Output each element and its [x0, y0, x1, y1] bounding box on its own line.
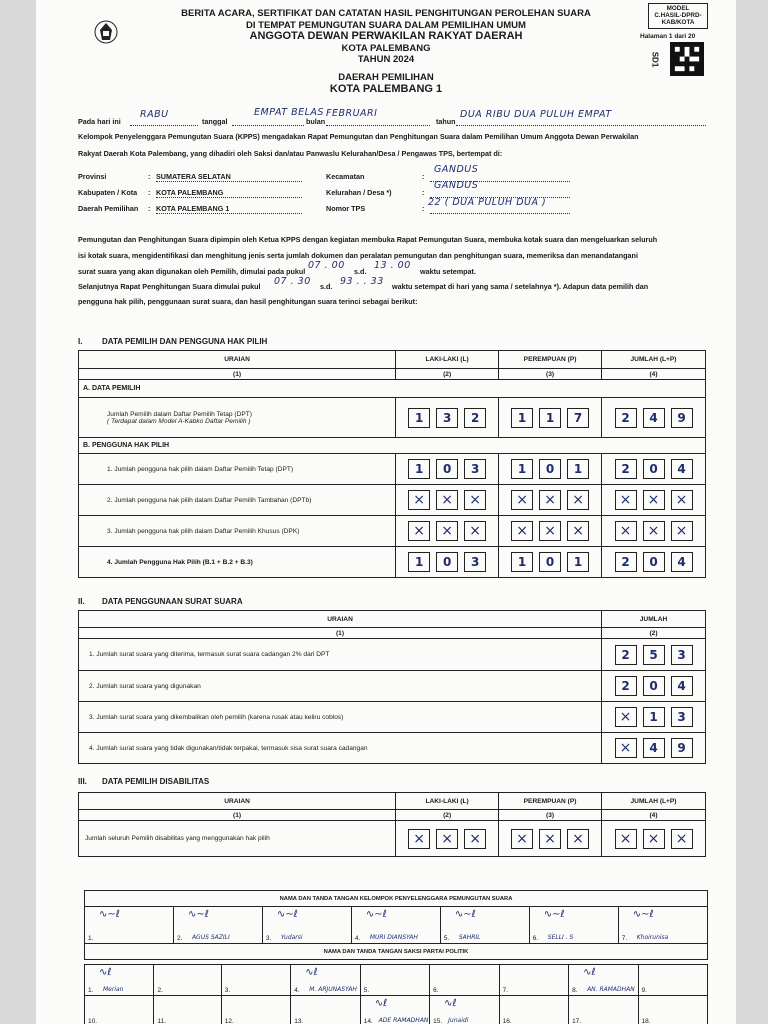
signature-name: M. ARJUNASYAH [309, 986, 357, 993]
ss3-row-label: 3. Jumlah surat suara yang dikembalikan oleh pemilih (karena rusak atau keliru coblos) [79, 702, 602, 733]
digit-box: 1 [567, 552, 589, 572]
opening-sentence-1: Kelompok Penyelenggara Pemungutan Suara (KPPS) mengadakan Rapat Pemungutan dan Penghitungan Suara dalam Pemilihan Umum Anggota Dewan Perwakilan [78, 132, 639, 141]
signature-number: 6. [532, 935, 539, 942]
b2-l-boxes [400, 490, 494, 510]
col-perempuan: PEREMPUAN (P) [499, 351, 602, 369]
dpt-row-label [79, 398, 396, 438]
col-number: (1) [79, 628, 602, 639]
digit-box: × [464, 490, 486, 510]
digit-box: 0 [643, 459, 665, 479]
signature-name: ADE RAMADHAN [378, 1017, 429, 1024]
digit-box: 4 [671, 676, 693, 696]
digit-box: 2 [615, 676, 637, 696]
signature-table [84, 890, 708, 960]
col-laki: LAKI-LAKI (L) [396, 793, 499, 810]
digit-box: × [643, 490, 665, 510]
b1-p-cell [499, 454, 602, 485]
digit-box: × [615, 490, 637, 510]
signature-scribble: ∿ℓ [305, 967, 318, 978]
b2-p-boxes [503, 490, 597, 510]
digit-box: × [464, 829, 486, 849]
section-2-table [78, 610, 706, 764]
col-number: (2) [602, 628, 706, 639]
end-time-2: 93 . . 33 [340, 276, 384, 287]
saksi-signature-table [84, 964, 708, 1024]
signature-scribble: ∿∼ℓ [543, 909, 565, 920]
saksi-signature-cell [569, 965, 638, 996]
digit-box: 3 [436, 408, 458, 428]
digit-box: 1 [408, 459, 430, 479]
model-code-1: C.HASIL-DPRD- [654, 12, 702, 20]
header-line-3: ANGGOTA DEWAN PERWAKILAN RAKYAT DAERAH [249, 30, 523, 43]
signature-name: Junaidi [448, 1017, 469, 1024]
kpps-signature-cell [440, 907, 529, 944]
digit-box: 9 [671, 738, 693, 758]
signature-number: 18. [641, 1018, 651, 1024]
start-time-1: 07 . 00 [308, 260, 345, 271]
digit-box: 1 [567, 459, 589, 479]
dis-l-boxes [400, 829, 494, 849]
digit-box: × [671, 829, 693, 849]
saksi-signature-cell [430, 996, 499, 1024]
signature-name: SAHRIL [458, 934, 481, 941]
b4-p-boxes [503, 552, 597, 572]
digit-box: × [436, 829, 458, 849]
disabilitas-row-label: Jumlah seluruh Pemilih disabilitas yang menggunakan hak pilih [79, 821, 396, 857]
tanggal-value: EMPAT BELAS [254, 107, 324, 118]
provinsi-label: Provinsi [78, 172, 107, 181]
tanggal-label: tanggal [202, 117, 228, 126]
tahun-line [456, 125, 706, 126]
ss4-row-label: 4. Jumlah surat suara yang tidak digunakan/tidak terpakai, termasuk sisa surat suara cadangan [79, 733, 602, 764]
digit-box: × [615, 521, 637, 541]
stamp-code: SD1 [650, 51, 660, 68]
colon: : [422, 188, 425, 197]
subsection-b-title: B. PENGGUNA HAK PILIH [79, 438, 706, 454]
model-box [648, 3, 708, 29]
signature-number: 9. [641, 987, 647, 994]
pada-hari-ini-label: Pada hari ini [78, 117, 121, 126]
digit-box: 3 [671, 707, 693, 727]
kelurahan-label: Kelurahan / Desa *) [326, 188, 392, 197]
kpps-signature-cell [351, 907, 440, 944]
body-line-3-end: waktu setempat. [420, 267, 476, 276]
b2-p-cell [499, 485, 602, 516]
kecamatan-value: GANDUS [434, 164, 479, 175]
digit-box: × [567, 490, 589, 510]
digit-box: × [511, 829, 533, 849]
ss1-boxes [606, 645, 701, 665]
col-uraian: URAIAN [79, 611, 602, 628]
digit-box: × [671, 521, 693, 541]
saksi-signature-cell [291, 996, 360, 1024]
bulan-value: FEBRUARI [326, 108, 378, 119]
digit-box: × [436, 521, 458, 541]
col-jumlah: JUMLAH [602, 611, 706, 628]
tahun-value: DUA RIBU DUA PULUH EMPAT [460, 109, 612, 120]
b1-p-boxes [503, 459, 597, 479]
signature-number: 1. [88, 935, 94, 942]
dpt-l-boxes [400, 408, 494, 428]
digit-box: 7 [567, 408, 589, 428]
signature-number: 3. [224, 987, 231, 994]
kpps-signature-cell [529, 907, 618, 944]
sd-label-2: s.d. [320, 282, 333, 291]
body-line-5: pengguna hak pilih, penggunaan surat suara, dan hasil penghitungan suara terinci sebagai berikut: [78, 297, 418, 306]
dpt-p-cell [499, 398, 602, 438]
signature-scribble: ∿ℓ [374, 998, 388, 1009]
kabupaten-line [156, 197, 302, 198]
saksi-signature-cell [221, 965, 290, 996]
section-2-number: II. [78, 597, 85, 606]
body-line-2: isi kotak suara, mengidentifikasi dan menghitung jenis serta jumlah dokumen dan peralatan pemungutan dan penghitungan suara, memeriksa dan menandatangani [78, 251, 638, 260]
model-code-2: KAB/KOTA [661, 19, 695, 27]
saksi-signature-cell [221, 996, 290, 1024]
section-1-table [78, 350, 706, 578]
saksi-signature-cell [85, 996, 154, 1024]
tps-line [430, 213, 570, 214]
header-line-1: BERITA ACARA, SERTIFIKAT DAN CATATAN HASIL PENGHITUNGAN PEROLEHAN SUARA [181, 8, 591, 19]
b4-p-cell [499, 547, 602, 578]
provinsi-value: SUMATERA SELATAN [156, 172, 231, 181]
header-line-4: KOTA PALEMBANG [341, 42, 431, 54]
kpps-signature-row [85, 907, 708, 944]
signature-number: 12. [224, 1018, 234, 1024]
digit-box: 3 [464, 459, 486, 479]
digit-box: 1 [511, 552, 533, 572]
b1-row-label: 1. Jumlah pengguna hak pilih dalam Daftar Pemilih Tetap (DPT) [79, 454, 396, 485]
kpps-signature-cell [173, 907, 262, 944]
signature-scribble: ∿∼ℓ [365, 909, 387, 920]
col-number: (4) [602, 369, 706, 380]
tps-label: Nomor TPS [326, 204, 366, 213]
signature-scribble: ∿ℓ [99, 967, 112, 978]
signature-number: 16. [502, 1018, 512, 1024]
digit-box: 2 [615, 459, 637, 479]
col-uraian: URAIAN [79, 351, 396, 369]
signature-number: 10. [88, 1018, 98, 1024]
bulan-line [326, 125, 430, 126]
col-number: (3) [499, 369, 602, 380]
dpt-label-line-2: ( Terdapat dalam Model A-Kabko Daftar Pemilih ) [107, 417, 251, 425]
col-number: (1) [79, 810, 396, 821]
b4-row-label: 4. Jumlah Pengguna Hak Pilih (B.1 + B.2 + B.3) [79, 547, 396, 578]
digit-box: 0 [643, 552, 665, 572]
digit-box: × [643, 829, 665, 849]
digit-box: × [511, 490, 533, 510]
tps-value: 22 ( DUA PULUH DUA ) [428, 197, 547, 208]
digit-box: 4 [671, 459, 693, 479]
body-line-3-start: surat suara yang akan digunakan oleh Pemilih, dimulai pada pukul [78, 267, 306, 276]
opening-sentence-2: Rakyat Daerah Kota Palembang, yang dihadiri oleh Saksi dan/atau Panwaslu Kelurahan/Desa / Pengawas TPS, bertempat di: [78, 149, 503, 158]
digit-box: 0 [539, 552, 561, 572]
kecamatan-label: Kecamatan [326, 172, 365, 181]
b3-j-boxes [606, 521, 701, 541]
signature-scribble: ∿∼ℓ [187, 909, 209, 920]
signature-number: 5. [363, 987, 370, 994]
saksi-signature-cell [154, 965, 221, 996]
dpt-j-cell [602, 398, 706, 438]
signature-scribble: ∿∼ℓ [454, 909, 476, 920]
signature-number: 15. [433, 1018, 443, 1024]
col-perempuan: PEREMPUAN (P) [499, 793, 602, 810]
col-number: (4) [602, 810, 706, 821]
digit-box: 2 [615, 552, 637, 572]
digit-box: × [464, 521, 486, 541]
b3-l-boxes [400, 521, 494, 541]
saksi-signature-cell [85, 965, 154, 996]
document-header [96, 8, 676, 95]
digit-box: × [408, 521, 430, 541]
b2-j-boxes [606, 490, 701, 510]
kelurahan-value: GANDUS [434, 180, 479, 191]
signature-number: 4. [354, 935, 361, 942]
col-laki: LAKI-LAKI (L) [396, 351, 499, 369]
form-sheet [36, 0, 736, 1024]
digit-box: 9 [671, 408, 693, 428]
digit-box: × [539, 829, 561, 849]
b1-j-cell [602, 454, 706, 485]
colon: : [148, 172, 151, 181]
digit-box: 0 [643, 676, 665, 696]
colon: : [422, 172, 425, 181]
section-1-title: DATA PEMILIH DAN PENGGUNA HAK PILIH [102, 337, 268, 346]
digit-box: 1 [511, 408, 533, 428]
b1-l-boxes [400, 459, 494, 479]
body-line-4-start: Selanjutnya Rapat Penghitungan Suara dimulai pukul [78, 282, 261, 291]
section-2-title: DATA PENGGUNAAN SURAT SUARA [102, 597, 243, 606]
digit-box: 2 [615, 408, 637, 428]
signature-name: Yudarsi [280, 934, 303, 941]
subsection-a-title: A. DATA PEMILIH [79, 380, 706, 398]
signature-number: 4. [294, 987, 300, 994]
ss1-cell [602, 639, 706, 671]
section-1-number: I. [78, 337, 83, 346]
signature-name: AN. RAMADHAN [587, 986, 635, 993]
b3-j-cell [602, 516, 706, 547]
digit-box: 1 [511, 459, 533, 479]
colon: : [148, 204, 151, 213]
body-line-4-end: waktu setempat di hari yang sama / setelahnya *). Adapun data pemilih dan [392, 282, 649, 291]
digit-box: × [567, 829, 589, 849]
saksi-signature-row-1 [85, 965, 708, 996]
digit-box: 0 [436, 552, 458, 572]
b2-row-label: 2. Jumlah pengguna hak pilih dalam Daftar Pemilih Tambahan (DPTb) [79, 485, 396, 516]
signature-number: 17. [572, 1018, 582, 1024]
digit-box: × [643, 521, 665, 541]
signature-scribble: ∿∼ℓ [99, 909, 120, 920]
digit-box: × [671, 490, 693, 510]
signature-scribble: ∿ℓ [444, 998, 457, 1009]
ss2-row-label: 2. Jumlah surat suara yang digunakan [79, 671, 602, 702]
col-jumlah: JUMLAH (L+P) [602, 351, 706, 369]
kpps-signature-cell [618, 907, 707, 944]
digit-box: 2 [615, 645, 637, 665]
dpt-p-boxes [503, 408, 597, 428]
digit-box: × [511, 521, 533, 541]
b4-l-cell [396, 547, 499, 578]
page-number: Halaman 1 dari 20 [640, 33, 696, 40]
signature-name: Khoirunisa [636, 934, 669, 941]
dpt-l-cell [396, 398, 499, 438]
section-3-table [78, 792, 706, 857]
digit-box: 4 [671, 552, 693, 572]
dis-j-cell [602, 821, 706, 857]
dpt-label-line-1: Jumlah Pemilih dalam Daftar Pemilih Tetap (DPT) [107, 410, 252, 418]
signature-number: 11. [157, 1018, 167, 1024]
col-uraian: URAIAN [79, 793, 396, 810]
digit-box: × [408, 490, 430, 510]
digit-box: 3 [671, 645, 693, 665]
saksi-signature-cell [291, 965, 360, 996]
saksi-signature-cell [154, 996, 221, 1024]
signature-name: Merian [103, 986, 124, 993]
digit-box: 5 [643, 645, 665, 665]
kpps-signature-cell [85, 907, 174, 944]
colon: : [148, 188, 151, 197]
dpt-j-boxes [606, 408, 701, 428]
hari-value: RABU [140, 109, 169, 120]
ss4-cell [602, 733, 706, 764]
b1-j-boxes [606, 459, 701, 479]
saksi-signature-cell [499, 996, 568, 1024]
ss4-boxes [606, 738, 701, 758]
section-3-title: DATA PEMILIH DISABILITAS [102, 777, 210, 786]
digit-box: × [615, 829, 637, 849]
signature-name: AGUS SAZILI [191, 934, 230, 941]
signature-number: 5. [443, 935, 450, 942]
digit-box: 0 [436, 459, 458, 479]
section-3-number: III. [78, 777, 87, 786]
header-line-6: DAERAH PEMILIHAN [338, 71, 434, 83]
col-number: (3) [499, 810, 602, 821]
kabupaten-value: KOTA PALEMBANG [156, 188, 224, 197]
b3-row-label: 3. Jumlah pengguna hak pilih dalam Daftar Pemilih Khusus (DPK) [79, 516, 396, 547]
b4-j-boxes [606, 552, 701, 572]
b3-p-boxes [503, 521, 597, 541]
signature-scribble: ∿ℓ [583, 967, 596, 978]
qr-code-icon [670, 42, 704, 76]
dis-l-cell [396, 821, 499, 857]
saksi-signature-row-2 [85, 996, 708, 1024]
header-line-2: DI TEMPAT PEMUNGUTAN SUARA DALAM PEMILIHAN UMUM [246, 19, 526, 31]
end-time-1: 13 . 00 [374, 260, 411, 271]
dapil-line [156, 213, 302, 214]
start-time-2: 07 . 30 [274, 276, 311, 287]
provinsi-line [156, 181, 302, 182]
signature-name: SELLI . S [547, 934, 574, 941]
signature-scribble: ∿∼ℓ [632, 909, 654, 920]
b4-l-boxes [400, 552, 494, 572]
ss3-cell [602, 702, 706, 733]
signature-number: 1. [88, 987, 94, 994]
digit-box: × [615, 707, 637, 727]
b4-j-cell [602, 547, 706, 578]
b2-l-cell [396, 485, 499, 516]
ss1-row-label: 1. Jumlah surat suara yang diterima, termasuk surat suara cadangan 2% dari DPT [79, 639, 602, 671]
signature-number: 7. [621, 935, 628, 942]
hari-line [130, 125, 198, 126]
digit-box: × [615, 738, 637, 758]
body-line-1: Pemungutan dan Penghitungan Suara dipimpin oleh Ketua KPPS dengan kegiatan membuka Rapat Pemungutan Suara, membuka kotak suara dan mengeluarkan seluruh [78, 235, 658, 244]
ss2-boxes [606, 676, 701, 696]
digit-box: 1 [408, 552, 430, 572]
digit-box: 4 [643, 738, 665, 758]
bulan-label: bulan [306, 117, 326, 126]
b3-l-cell [396, 516, 499, 547]
signature-number: 13. [294, 1018, 304, 1024]
digit-box: 0 [539, 459, 561, 479]
header-line-7: KOTA PALEMBANG 1 [329, 82, 443, 95]
sd-label-1: s.d. [354, 267, 367, 276]
signature-name: MURI DIANSYAH [369, 934, 418, 941]
saksi-signature-cell [638, 996, 707, 1024]
saksi-signature-cell [499, 965, 568, 996]
col-number: (2) [396, 369, 499, 380]
signature-number: 8. [572, 987, 578, 994]
dapil-label: Daerah Pemilihan [78, 204, 139, 213]
digit-box: × [436, 490, 458, 510]
digit-box: × [539, 521, 561, 541]
digit-box: 1 [539, 408, 561, 428]
ss2-cell [602, 671, 706, 702]
model-label: MODEL [666, 5, 690, 12]
tanggal-line [232, 125, 304, 126]
signature-number: 3. [265, 935, 272, 942]
b3-p-cell [499, 516, 602, 547]
saksi-signature-cell [430, 965, 499, 996]
header-line-5: TAHUN 2024 [357, 54, 415, 66]
signature-number: 2. [157, 987, 163, 994]
digit-box: × [408, 829, 430, 849]
tahun-label: tahun [436, 117, 456, 126]
dis-j-boxes [606, 829, 701, 849]
signature-number: 2. [176, 935, 183, 942]
signature-number: 14. [363, 1018, 373, 1024]
digit-box: 1 [408, 408, 430, 428]
digit-box: × [539, 490, 561, 510]
colon: : [422, 204, 425, 213]
kabupaten-label: Kabupaten / Kota [78, 188, 138, 197]
ss3-boxes [606, 707, 701, 727]
saksi-signature-cell [638, 965, 707, 996]
signature-number: 7. [502, 987, 509, 994]
col-number: (1) [79, 369, 396, 380]
b2-j-cell [602, 485, 706, 516]
saksi-signature-cell [360, 996, 429, 1024]
col-number: (2) [396, 810, 499, 821]
dis-p-boxes [503, 829, 597, 849]
saksi-signature-cell [569, 996, 638, 1024]
kpps-signature-cell [262, 907, 351, 944]
dis-p-cell [499, 821, 602, 857]
signature-number: 6. [433, 987, 439, 994]
digit-box: 3 [464, 552, 486, 572]
col-jumlah: JUMLAH (L+P) [602, 793, 706, 810]
dapil-value: KOTA PALEMBANG 1 [156, 204, 230, 213]
digit-box: 2 [464, 408, 486, 428]
saksi-signature-cell [360, 965, 429, 996]
kpps-signature-title: NAMA DAN TANDA TANGAN KELOMPOK PENYELENGGARA PEMUNGUTAN SUARA [85, 891, 708, 907]
signature-scribble: ∿∼ℓ [276, 909, 298, 920]
digit-box: 4 [643, 408, 665, 428]
digit-box: 1 [643, 707, 665, 727]
digit-box: × [567, 521, 589, 541]
saksi-signature-title: NAMA DAN TANDA TANGAN SAKSI PARTAI POLITIK [85, 944, 708, 960]
b1-l-cell [396, 454, 499, 485]
